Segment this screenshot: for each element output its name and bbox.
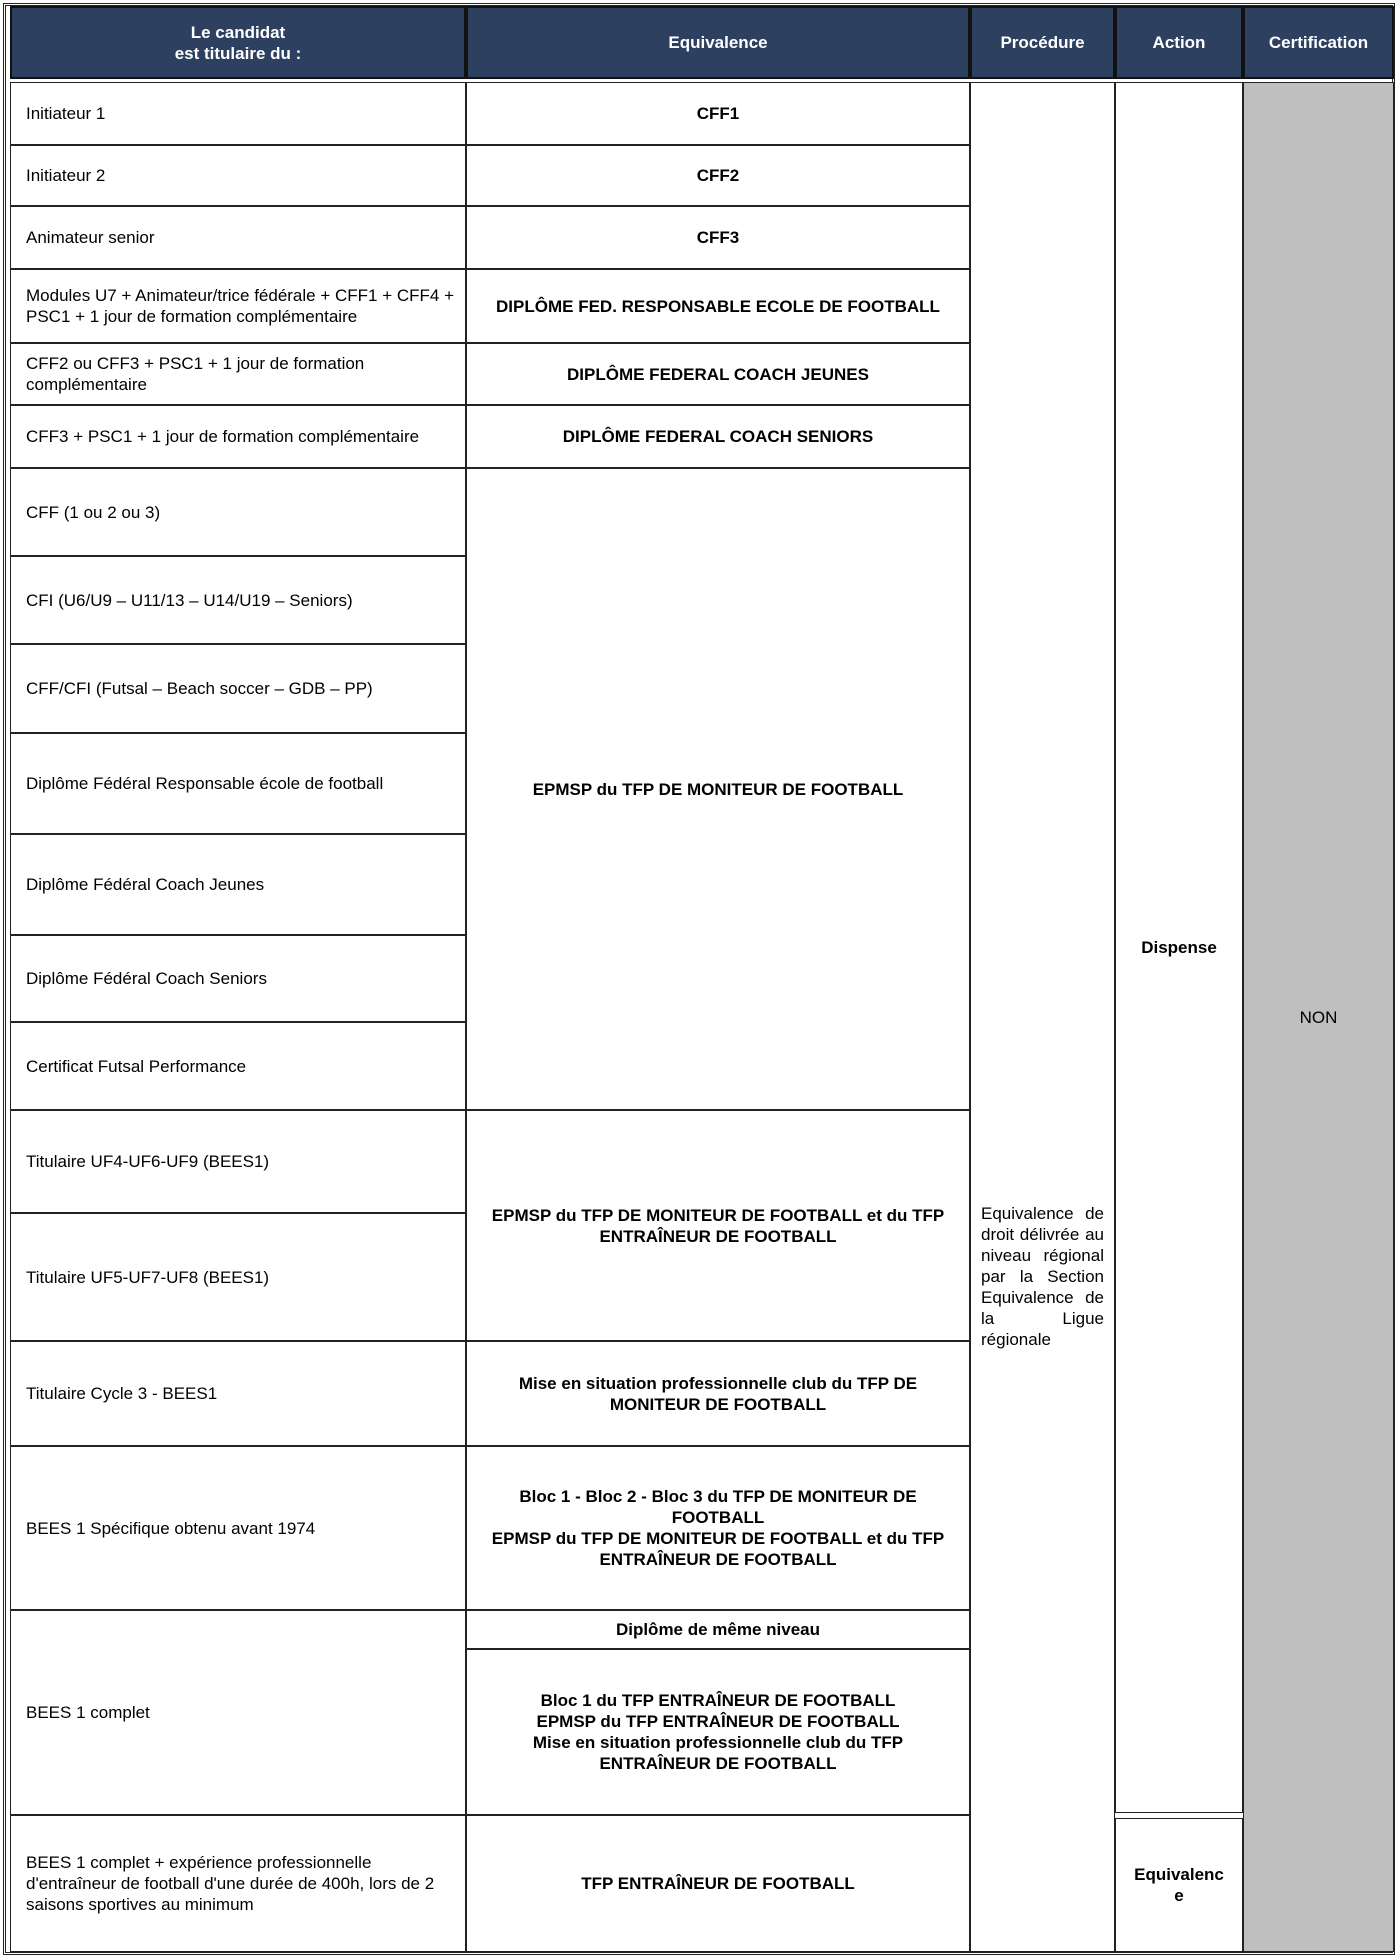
certification-cell: NON (1243, 82, 1394, 1952)
equivalence-cell: CFF3 (466, 206, 970, 269)
titulaire-cell: Titulaire UF4-UF6-UF9 (BEES1) (10, 1110, 466, 1213)
equivalence-cell: EPMSP du TFP DE MONITEUR DE FOOTBALL et du TFP ENTRAÎNEUR DE FOOTBALL (466, 1110, 970, 1341)
titulaire-cell: Diplôme Fédéral Coach Jeunes (10, 834, 466, 935)
titulaire-cell: BEES 1 complet + expérience professionnelle d'entraîneur de football d'une durée de 400h, lors de 2 saisons sportives au minimum (10, 1815, 466, 1952)
action-equivalence-cell: Equivalence (1115, 1818, 1243, 1952)
titulaire-cell: Titulaire UF5-UF7-UF8 (BEES1) (10, 1213, 466, 1341)
equivalence-cell: Mise en situation professionnelle club du TFP DE MONITEUR DE FOOTBALL (466, 1341, 970, 1446)
equivalence-cell: DIPLÔME FEDERAL COACH SENIORS (466, 405, 970, 468)
titulaire-cell: BEES 1 complet (10, 1610, 466, 1815)
equivalence-cell: Diplôme de même niveau (466, 1610, 970, 1649)
equivalence-cell: DIPLÔME FEDERAL COACH JEUNES (466, 343, 970, 405)
titulaire-cell: BEES 1 Spécifique obtenu avant 1974 (10, 1446, 466, 1610)
equivalence-cell: CFF1 (466, 82, 970, 145)
titulaire-cell: CFF/CFI (Futsal – Beach soccer – GDB – PP) (10, 644, 466, 733)
equivalence-cell: TFP ENTRAÎNEUR DE FOOTBALL (466, 1815, 970, 1952)
header-action: Action (1115, 6, 1243, 79)
titulaire-cell: CFF2 ou CFF3 + PSC1 + 1 jour de formation complémentaire (10, 343, 466, 405)
equivalence-cell: Bloc 1 du TFP ENTRAÎNEUR DE FOOTBALL EPMSP du TFP ENTRAÎNEUR DE FOOTBALL Mise en situation professionnelle club du TFP ENTRAÎNEUR DE FOOTBALL (466, 1649, 970, 1815)
titulaire-cell: Diplôme Fédéral Coach Seniors (10, 935, 466, 1022)
header-procedure: Procédure (970, 6, 1115, 79)
titulaire-cell: Initiateur 1 (10, 82, 466, 145)
titulaire-cell: Initiateur 2 (10, 145, 466, 206)
titulaire-cell: Animateur senior (10, 206, 466, 269)
titulaire-cell: Titulaire Cycle 3 - BEES1 (10, 1341, 466, 1446)
titulaire-cell: Diplôme Fédéral Responsable école de football (10, 733, 466, 834)
header-titulaire: Le candidat est titulaire du : (10, 6, 466, 79)
equivalence-cell: CFF2 (466, 145, 970, 206)
titulaire-cell: CFF3 + PSC1 + 1 jour de formation complémentaire (10, 405, 466, 468)
header-certification: Certification (1243, 6, 1394, 79)
titulaire-cell: CFI (U6/U9 – U11/13 – U14/U19 – Seniors) (10, 556, 466, 644)
equivalence-cell: EPMSP du TFP DE MONITEUR DE FOOTBALL (466, 468, 970, 1110)
titulaire-cell: CFF (1 ou 2 ou 3) (10, 468, 466, 556)
header-equivalence: Equivalence (466, 6, 970, 79)
procedure-text: Equivalence de droit délivrée au niveau régional par la Section Equivalence de la Ligue régionale (981, 1204, 1104, 1349)
action-dispense-cell: Dispense (1115, 82, 1243, 1813)
procedure-cell (970, 82, 1115, 1952)
titulaire-cell: Modules U7 + Animateur/trice fédérale + CFF1 + CFF4 + PSC1 + 1 jour de formation complémentaire (10, 269, 466, 343)
equivalence-cell: DIPLÔME FED. RESPONSABLE ECOLE DE FOOTBALL (466, 269, 970, 343)
titulaire-cell: Certificat Futsal Performance (10, 1022, 466, 1110)
equivalence-cell: Bloc 1 - Bloc 2 - Bloc 3 du TFP DE MONITEUR DE FOOTBALL EPMSP du TFP DE MONITEUR DE FOOTBALL et du TFP ENTRAÎNEUR DE FOOTBALL (466, 1446, 970, 1610)
